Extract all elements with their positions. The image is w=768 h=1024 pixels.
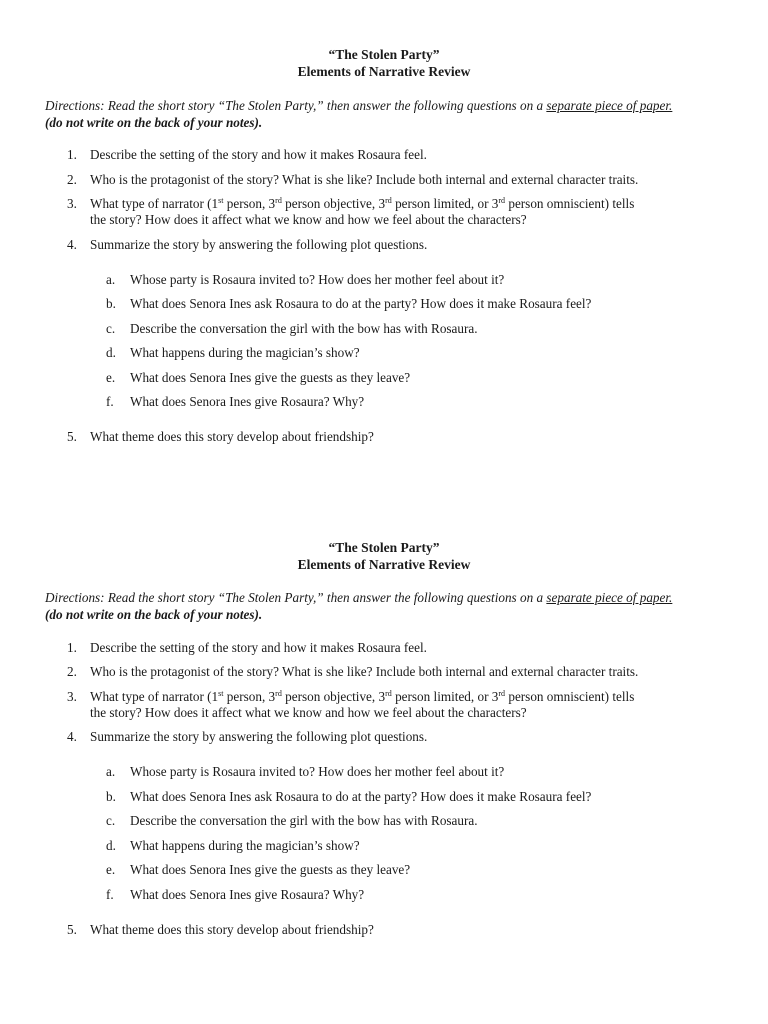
directions-underlined: separate piece of paper. xyxy=(546,98,673,113)
worksheet-title: “The Stolen Party” xyxy=(328,540,440,555)
question-number: 4. xyxy=(67,237,77,252)
directions-text: Directions: Read the short story “The Stolen Party,” then answer the following questions on a xyxy=(45,590,547,605)
question-number: 3. xyxy=(67,196,77,211)
sub-question-text: What happens during the magician’s show? xyxy=(130,838,360,853)
question-number: 5. xyxy=(67,429,77,444)
question-text: What theme does this story develop about friendship? xyxy=(90,429,374,444)
worksheet-subtitle: Elements of Narrative Review xyxy=(297,557,471,572)
sub-question-text: What happens during the magician’s show? xyxy=(130,345,360,360)
question-text: Summarize the story by answering the following plot questions. xyxy=(90,729,428,744)
worksheet-title: “The Stolen Party” xyxy=(328,47,440,62)
sub-question-text: What does Senora Ines ask Rosaura to do at the party? How does it make Rosaura feel? xyxy=(130,296,592,311)
sub-question-letter: a. xyxy=(106,272,116,287)
sub-question-text: What does Senora Ines give Rosaura? Why? xyxy=(130,887,365,902)
sub-question-text: Describe the conversation the girl with the bow has with Rosaura. xyxy=(130,321,478,336)
sub-question-letter: e. xyxy=(106,370,116,385)
sub-question-text: Whose party is Rosaura invited to? How does her mother feel about it? xyxy=(130,272,505,287)
title-block xyxy=(0,539,768,573)
question-number: 2. xyxy=(67,664,77,679)
sub-question-text: Describe the conversation the girl with the bow has with Rosaura. xyxy=(130,813,478,828)
directions xyxy=(45,97,735,131)
question-text: Describe the setting of the story and how it makes Rosaura feel. xyxy=(90,640,427,655)
question-number: 1. xyxy=(67,147,77,162)
question-number: 2. xyxy=(67,172,77,187)
directions-text: Directions: Read the short story “The Stolen Party,” then answer the following questions on a xyxy=(45,98,547,113)
worksheet-subtitle: Elements of Narrative Review xyxy=(297,64,471,79)
question-number: 4. xyxy=(67,729,77,744)
directions-note: (do not write on the back of your notes). xyxy=(45,607,263,622)
question-number: 5. xyxy=(67,922,77,937)
question-text: What type of narrator (1st person, 3rd person objective, 3rd person limited, or 3rd person omniscient) tells the story? How does it affect what we know and how we feel about the characters? xyxy=(90,196,635,227)
directions xyxy=(45,589,735,623)
sub-question-letter: c. xyxy=(106,813,116,828)
question-text: Who is the protagonist of the story? What is she like? Include both internal and external character traits. xyxy=(90,664,639,679)
sub-question-letter: f. xyxy=(106,887,114,902)
question-number: 1. xyxy=(67,640,77,655)
question-number: 3. xyxy=(67,689,77,704)
directions-note: (do not write on the back of your notes). xyxy=(45,115,263,130)
question-text: Describe the setting of the story and how it makes Rosaura feel. xyxy=(90,147,427,162)
question-text: What theme does this story develop about friendship? xyxy=(90,922,374,937)
sub-question-letter: e. xyxy=(106,862,116,877)
sub-question-letter: d. xyxy=(106,838,116,853)
sub-question-text: What does Senora Ines give the guests as they leave? xyxy=(130,862,411,877)
sub-question-letter: b. xyxy=(106,296,116,311)
question-text: What type of narrator (1st person, 3rd person objective, 3rd person limited, or 3rd person omniscient) tells the story? How does it affect what we know and how we feel about the characters? xyxy=(90,689,635,720)
sub-question-text: What does Senora Ines ask Rosaura to do at the party? How does it make Rosaura feel? xyxy=(130,789,592,804)
sub-question-text: What does Senora Ines give Rosaura? Why? xyxy=(130,394,365,409)
sub-question-letter: d. xyxy=(106,345,116,360)
sub-question-text: Whose party is Rosaura invited to? How does her mother feel about it? xyxy=(130,764,505,779)
directions-underlined: separate piece of paper. xyxy=(546,590,673,605)
sub-question-letter: c. xyxy=(106,321,116,336)
title-block xyxy=(0,46,768,80)
sub-question-letter: a. xyxy=(106,764,116,779)
question-text: Summarize the story by answering the following plot questions. xyxy=(90,237,428,252)
sub-question-text: What does Senora Ines give the guests as they leave? xyxy=(130,370,411,385)
question-text: Who is the protagonist of the story? What is she like? Include both internal and external character traits. xyxy=(90,172,639,187)
sub-question-letter: f. xyxy=(106,394,114,409)
sub-question-letter: b. xyxy=(106,789,116,804)
